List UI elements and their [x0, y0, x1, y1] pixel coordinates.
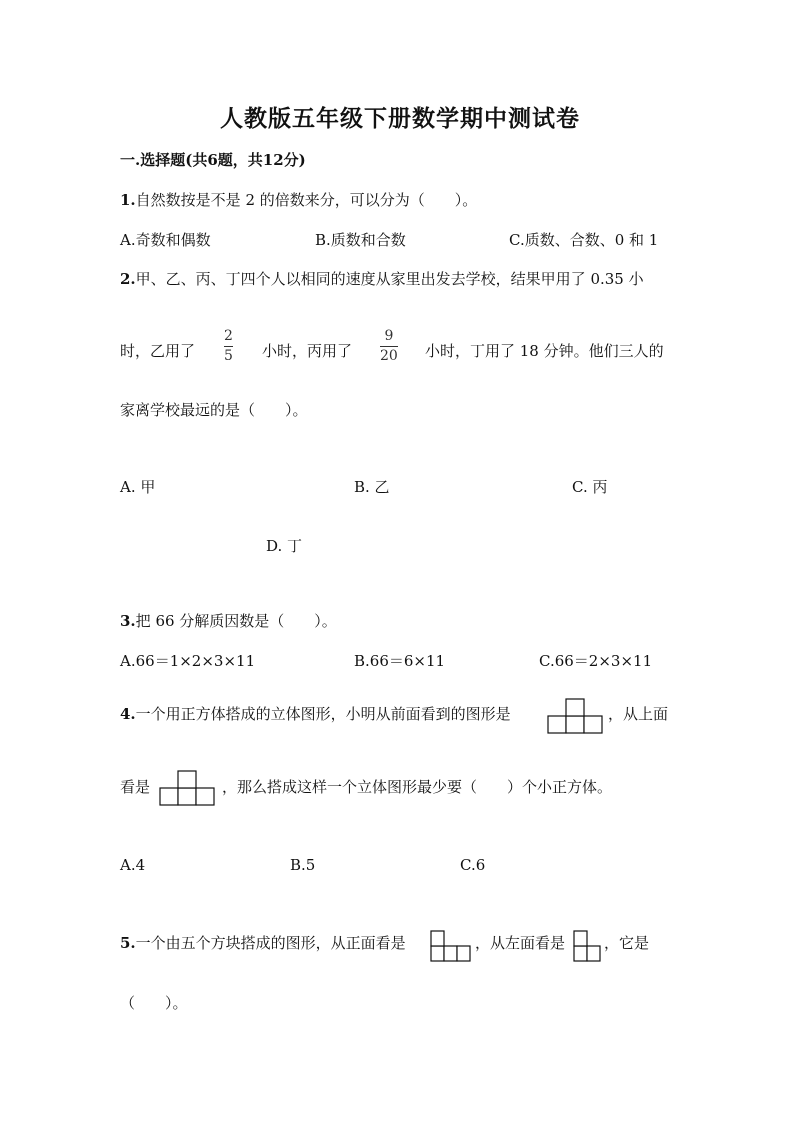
question-4-line-2b: ，那么搭成这样一个立体图形最少要（ ）个小正方体。	[222, 778, 613, 796]
question-text: 甲、乙、丙、丁四个人以相同的速度从家里出发去学校，结果甲用了 0.35 小	[135, 270, 644, 288]
question-1	[120, 189, 477, 210]
front-view-figure	[547, 697, 605, 735]
fraction-nine-twentieths	[380, 329, 398, 365]
question-number: 1.	[120, 191, 136, 209]
question-text: 自然数按是不是 2 的倍数来分，可以分为（ ）。	[135, 191, 478, 209]
q4-option-b[interactable]: B.5	[290, 856, 316, 874]
question-text: 把 66 分解质因数是（ ）。	[135, 612, 337, 630]
question-2-line-1	[120, 268, 644, 289]
question-4-line-2a: 看是	[120, 778, 151, 796]
fraction-two-fifths	[224, 329, 233, 365]
question-text: 一个用正方体搭成的立体图形，小明从前面看到的图形是	[135, 705, 511, 723]
question-4-line-1a	[120, 703, 511, 724]
question-2-line-2c: 小时，丁用了 18 分钟。他们三人的	[425, 342, 664, 360]
q3-option-c[interactable]: C.66＝2×3×11	[539, 652, 653, 670]
q2-option-c[interactable]: C. 丙	[572, 478, 608, 496]
fraction-denominator: 5	[224, 348, 233, 365]
question-number: 4.	[120, 705, 136, 723]
q4-option-c[interactable]: C.6	[460, 856, 486, 874]
fraction-numerator: 9	[384, 328, 394, 344]
q1-option-a[interactable]: A.奇数和偶数	[120, 231, 211, 249]
q4-option-a[interactable]: A.4	[120, 856, 146, 874]
question-5-line-1a	[120, 932, 406, 953]
question-5-line-1c: ，它是	[604, 934, 650, 952]
left-view-figure	[573, 929, 603, 965]
question-4-line-1b: ，从上面	[608, 705, 669, 723]
q1-option-c[interactable]: C.质数、合数、0 和 1	[509, 231, 659, 249]
question-3	[120, 610, 337, 631]
question-number: 2.	[120, 270, 136, 288]
q2-option-d[interactable]: D. 丁	[266, 537, 303, 555]
section-heading: 一.选择题(共6题，共12分)	[120, 151, 306, 169]
page-title: 人教版五年级下册数学期中测试卷	[220, 105, 580, 132]
fraction-numerator: 2	[224, 328, 233, 344]
fraction-bar	[224, 346, 233, 347]
q1-option-b[interactable]: B.质数和合数	[315, 231, 406, 249]
question-2-line-2b: 小时，丙用了	[262, 342, 353, 360]
question-2-line-3: 家离学校最远的是（ ）。	[120, 401, 308, 419]
question-2-line-2a: 时，乙用了	[120, 342, 196, 360]
question-5-line-1b: ，从左面看是	[475, 934, 566, 952]
question-number: 3.	[120, 612, 136, 630]
question-text: 一个由五个方块搭成的图形，从正面看是	[135, 934, 406, 952]
question-number: 5.	[120, 934, 136, 952]
fraction-bar	[380, 346, 398, 347]
top-view-figure	[159, 769, 217, 807]
q3-option-a[interactable]: A.66＝1×2×3×11	[120, 652, 256, 670]
q3-option-b[interactable]: B.66＝6×11	[354, 652, 446, 670]
fraction-denominator: 20	[380, 348, 398, 365]
question-5-line-2: （ ）。	[120, 994, 188, 1012]
front-view-figure	[430, 929, 472, 965]
q2-option-a[interactable]: A. 甲	[120, 478, 156, 496]
q2-option-b[interactable]: B. 乙	[354, 478, 390, 496]
